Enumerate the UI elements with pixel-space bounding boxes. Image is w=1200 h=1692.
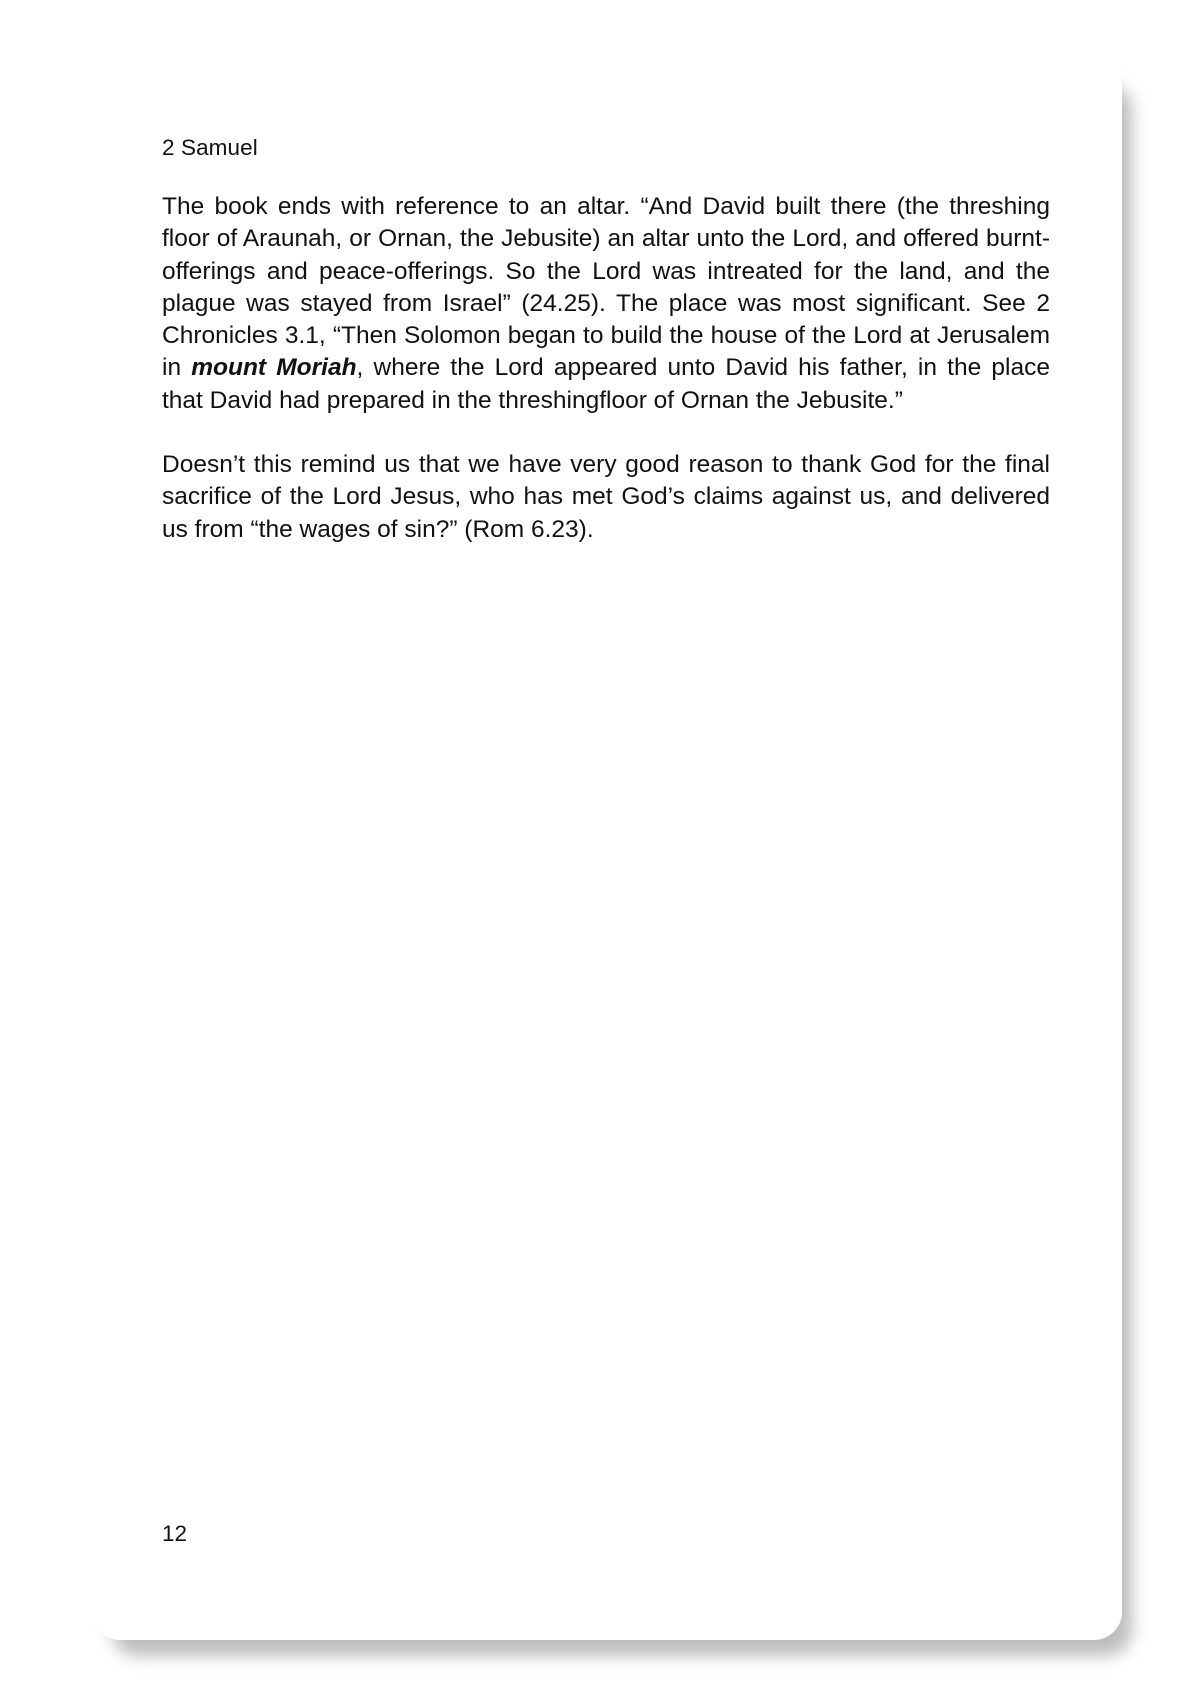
- paragraph-altar-text-end: , where the Lord appeared unto David his father, in the place that David had prepared in the threshingfloor of Ornan the Jebusite.”: [162, 354, 1050, 414]
- page-number: 12: [162, 1521, 188, 1546]
- paragraph-altar-text-start: The book ends with reference to an altar. “And David built there (the threshing floor of Araunah, or Ornan, the Jebusite) an altar unto the Lord, and offered burnt-offerings and peace-offerings. So the Lord was intreated for the land, and the plague was stayed from Israel” (24.25). The place was most significant. See 2 Chronicles 3.1, “Then Solomon began to build the house of the Lord at Jerusalem in: [162, 193, 1050, 382]
- book-page: [92, 56, 1122, 1640]
- paragraph-altar: [162, 191, 1050, 417]
- body-text: [162, 191, 1050, 578]
- running-head: 2 Samuel: [162, 135, 258, 160]
- emphasis-mount-moriah: mount Moriah: [191, 354, 357, 382]
- paragraph-sacrifice: Doesn’t this remind us that we have very good reason to thank God for the final sacrifice of the Lord Jesus, who has met God’s claims against us, and delivered us from “the wages of sin?” (Rom 6.23).: [162, 451, 1050, 543]
